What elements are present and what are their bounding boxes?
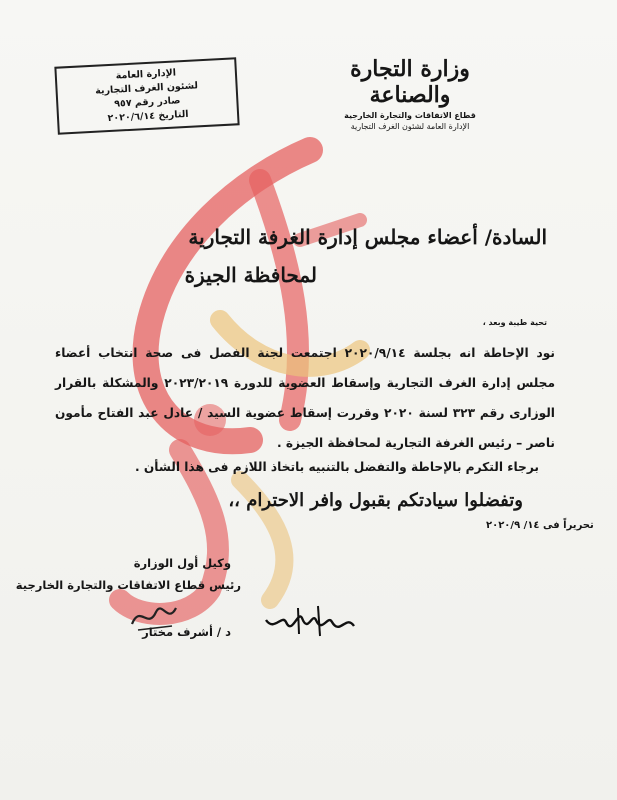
addressee — [185, 218, 547, 294]
letter-body — [55, 338, 555, 458]
body-line: مجلس إدارة الغرف التجارية وإسقاط العضوية للدورة ٢٠٢٣/٢٠١٩ والمشكلة بالقرار — [55, 376, 556, 390]
sector-name: قطاع الاتفاقات والتجارة الخارجية — [344, 111, 476, 120]
handwritten-signature-icon — [258, 600, 358, 648]
stamp-line: لشئون الغرف التجارية — [94, 80, 199, 97]
addressee-line: لمحافظة الجيزة — [184, 263, 317, 287]
salutation: وتفضلوا سيادتكم بقبول وافر الاحترام ،، — [228, 490, 523, 511]
body-line: الوزارى رقم ٣٢٣ لسنة ٢٠٢٠ وقررت إسقاط عضوية السيد / عادل عبد الفتاح مأمون — [55, 406, 555, 420]
signatory-title: وكيل أول الوزارة — [133, 556, 231, 570]
signatory-name: د / أشرف مختار — [142, 625, 231, 639]
issue-date: تحريراً فى ١٤/ ٢٠٢٠/٩ — [486, 520, 594, 531]
ministry-name: وزارة التجارة والصناعة — [350, 56, 470, 108]
closing-request: برجاء التكرم بالإحاطة والتفضل بالتنبيه باتخاذ اللازم فى هذا الشأن . — [135, 460, 539, 474]
outgoing-stamp — [54, 57, 239, 134]
department-name: الإدارة العامة لشئون الغرف التجارية — [350, 122, 470, 131]
stamp-line: الإدارة العامة — [115, 67, 177, 82]
signatory-sector: رئيس قطاع الاتفاقات والتجارة الخارجية — [15, 578, 241, 592]
ministry-header — [315, 56, 505, 131]
stamp-line: صادر رقم ٩٥٧ — [113, 95, 181, 110]
body-line: نود الإحاطة انه بجلسة ٢٠٢٠/٩/١٤ اجتمعت لجنة الفصل فى صحة انتخاب أعضاء — [55, 346, 555, 360]
stamp-line: التاريخ ٢٠٢٠/٦/١٤ — [107, 108, 189, 125]
body-line: ناصر – رئيس الغرفة التجارية لمحافظة الجيزة . — [276, 436, 555, 450]
greeting: تحية طيبة وبعد ، — [482, 318, 547, 327]
addressee-line: السادة/ أعضاء مجلس إدارة الغرفة التجارية — [188, 225, 547, 249]
